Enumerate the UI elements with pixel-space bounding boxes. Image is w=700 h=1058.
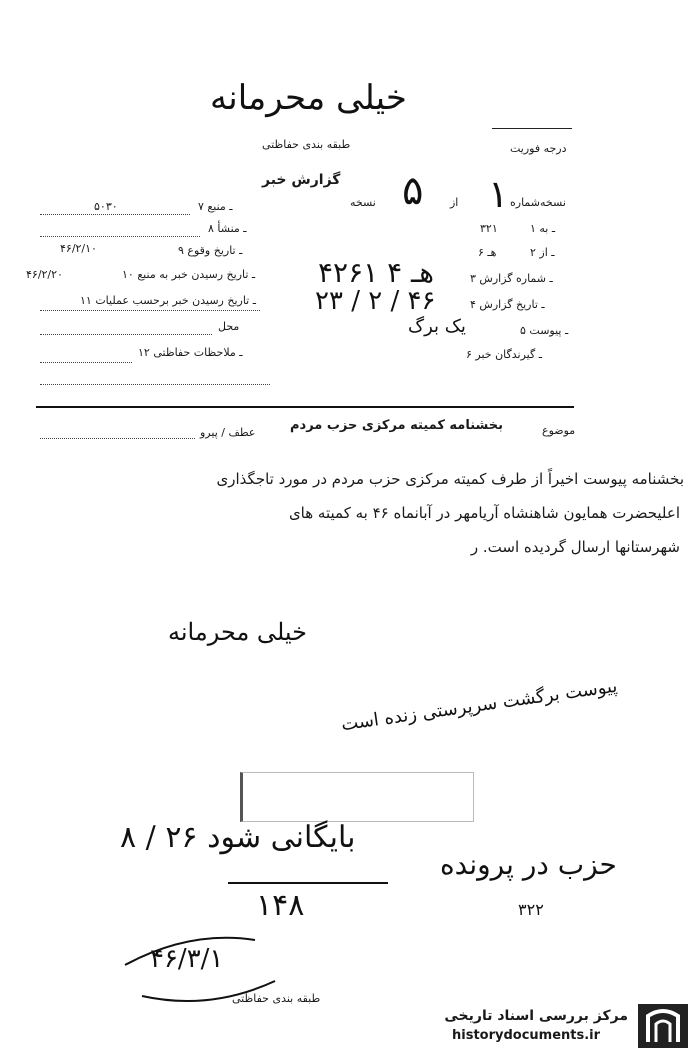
subject-label: موضوع	[542, 424, 576, 437]
body-line-3: شهرستانها ارسال گردیده است. ر	[470, 538, 680, 556]
receipt-ops-label: ۱۱ ـ تاریخ رسیدن خبر برحسب عملیات	[80, 294, 256, 307]
from-label: ۲ ـ از	[530, 246, 555, 259]
archive-logo-icon	[636, 1002, 690, 1050]
remarks-label: ۱۲ ـ ملاحظات حفاظتی	[138, 346, 243, 359]
report-date-value: ۲۳ / ۲ / ۴۶	[315, 286, 436, 316]
event-date-value: ۴۶/۲/۱۰	[60, 242, 97, 255]
classification-label: طبقه بندی حفاظتی	[262, 138, 351, 151]
recipients-label: ۶ ـ گیرندگان خبر	[466, 348, 542, 361]
origin-label: ۸ ـ منشأ	[208, 222, 247, 235]
classification-repeat: خیلی محرمانه	[168, 618, 307, 646]
copies-value: ۵	[402, 168, 424, 214]
note-3: حزب در پرونده	[440, 848, 617, 881]
subject-value: بخشنامه کمیته مرکزی حزب مردم	[290, 418, 504, 433]
note-1: پیوست برگشت سرپرستی زنده است	[339, 675, 619, 736]
from-value: هـ ۶	[478, 246, 497, 259]
classification-handwritten: خیلی محرمانه	[210, 78, 407, 118]
source-label: ۷ ـ منبع	[198, 200, 233, 213]
attachment-label: ۵ ـ پیوست	[520, 324, 569, 337]
body-line-2: اعلیحضرت همایون شاهنشاه آریامهر در آبانماه ۴۶ به کمیته های	[288, 504, 680, 522]
copy-number-label: نسخه‌شماره	[510, 196, 566, 209]
section-divider	[36, 406, 574, 408]
report-number-label: ۳ ـ شماره گزارش	[470, 272, 553, 285]
copy-number-value: ۱	[488, 172, 509, 216]
urgency-box	[492, 128, 572, 129]
to-value: ۳۲۱	[480, 222, 498, 235]
reference-label: عطف / پیرو	[200, 426, 256, 439]
report-title: گزارش خبر	[262, 172, 341, 188]
copies-label: نسخه	[350, 196, 376, 209]
note-2: بایگانی شود ۲۶ / ۸	[120, 820, 356, 855]
to-label: ۱ ـ به	[530, 222, 556, 235]
place-label: محل	[218, 320, 240, 333]
of-label: از	[450, 196, 459, 209]
footer-classification-label: طبقه بندی حفاظتی	[232, 992, 321, 1005]
stamp-box	[240, 772, 474, 822]
note-5: ۳۲۲	[518, 900, 544, 919]
source-value: ۵۰۳۰	[94, 200, 118, 213]
logo-text-en: historydocuments.ir	[452, 1028, 601, 1043]
attachment-value: یک برگ	[408, 316, 466, 337]
report-date-label: ۴ ـ تاریخ گزارش	[470, 298, 545, 311]
event-date-label: ۹ ـ تاریخ وقوع	[178, 244, 243, 257]
receipt-source-value: ۴۶/۲/۲۰	[26, 268, 63, 281]
note-4: ۱۴۸	[256, 888, 305, 923]
date-stamp: ۴۶/۳/۱	[150, 944, 224, 974]
body-line-1: بخشنامه پیوست اخیراً از طرف کمیته مرکزی حزب مردم در مورد تاجگذاری	[216, 470, 684, 488]
report-number-value: ۴۲۶۱ هـ ۴	[318, 256, 434, 289]
urgency-label: درجه فوریت	[510, 142, 567, 155]
logo-text-fa: مرکز بررسی اسناد تاریخی	[444, 1008, 628, 1024]
receipt-source-label: ۱۰ ـ تاریخ رسیدن خبر به منبع	[122, 268, 256, 281]
